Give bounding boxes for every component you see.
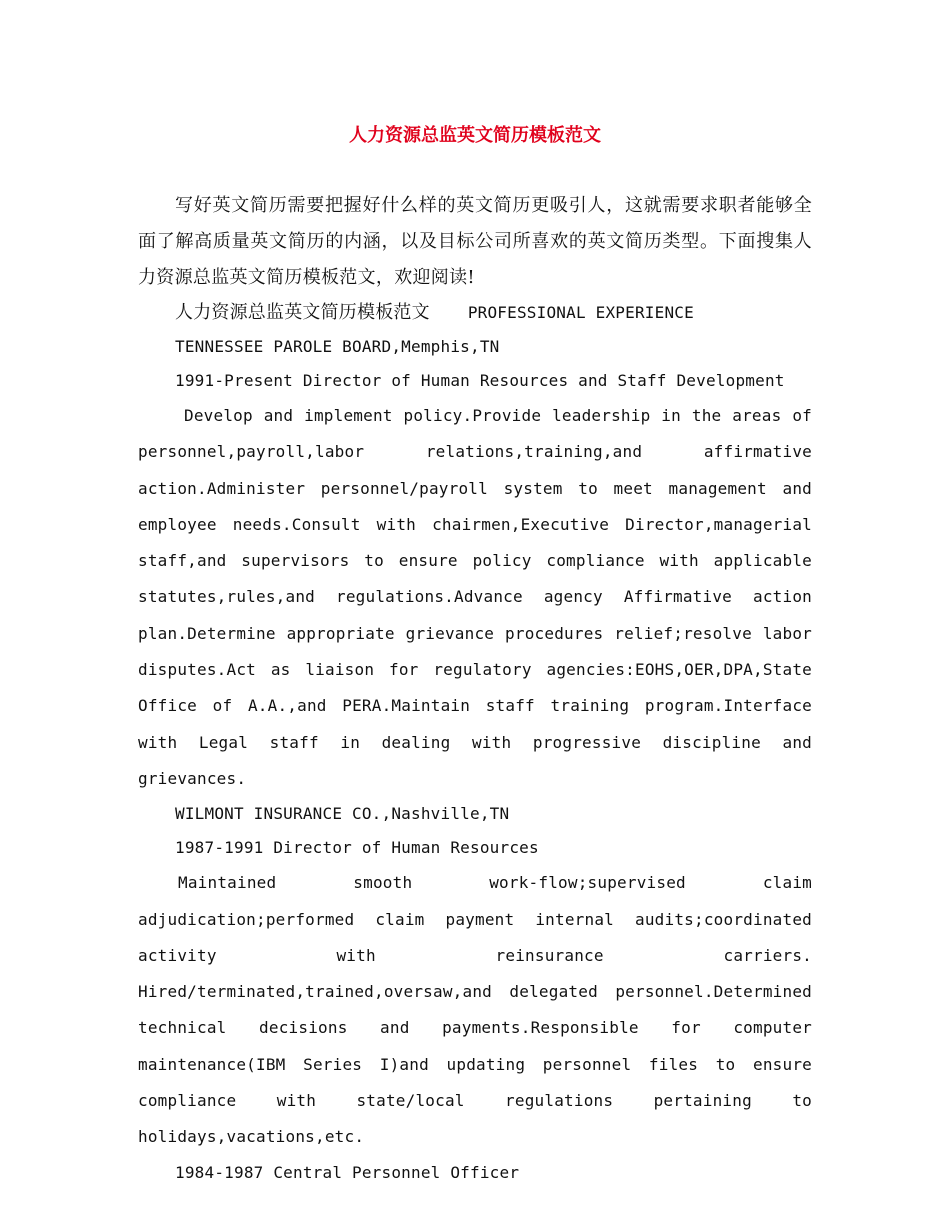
- document-title: 人力资源总监英文简历模板范文: [349, 125, 601, 146]
- role-2-description: Maintained smooth work-flow;supervised claim adjudication;performed claim payment internal audits;coordinated activity with reinsurance carriers. Hired/terminated,trained,oversaw,and delegated personnel.Determined technical decisions and payments.Responsible for computer maintenance(IBM Series I)and updating personnel files to ensure compliance with state/local regulations pertaining to holidays,vacations,etc.: [138, 873, 812, 1147]
- document-body: [138, 188, 812, 1190]
- section-heading-cn: 人力资源总监英文简历模板范文: [175, 302, 430, 323]
- role-1-description: Develop and implement policy.Provide leadership in the areas of personnel,payroll,labor relations,training,and affirmative action.Administer personnel/payroll system to meet management and employee needs.Consult with chairmen,Executive Director,managerial staff,and supervisors to ensure policy compliance with applicable statutes,rules,and regulations.Advance agency Affirmative action plan.Determine appropriate grievance procedures relief;resolve labor disputes.Act as liaison for regulatory agencies:EOHS,OER,DPA,State Office of A.A.,and PERA.Maintain staff training program.Interface with Legal staff in dealing with progressive discipline and grievances.: [138, 406, 812, 788]
- employer-2: WILMONT INSURANCE CO.,Nashville,TN: [175, 804, 510, 824]
- section-heading-en: PROFESSIONAL EXPERIENCE: [467, 303, 694, 322]
- role-3: 1984-1987 Central Personnel Officer: [175, 1162, 520, 1182]
- role-2: 1987-1991 Director of Human Resources: [175, 838, 539, 858]
- employer-1: TENNESSEE PAROLE BOARD,Memphis,TN: [175, 337, 500, 356]
- role-1: 1991-Present Director of Human Resources and Staff Development: [175, 371, 785, 390]
- section-heading: [138, 296, 812, 330]
- intro-paragraph: 写好英文简历需要把握好什么样的英文简历更吸引人，这就需要求职者能够全面了解高质量英文简历的内涵，以及目标公司所喜欢的英文简历类型。下面搜集人力资源总监英文简历模板范文，欢迎阅读!: [138, 195, 812, 288]
